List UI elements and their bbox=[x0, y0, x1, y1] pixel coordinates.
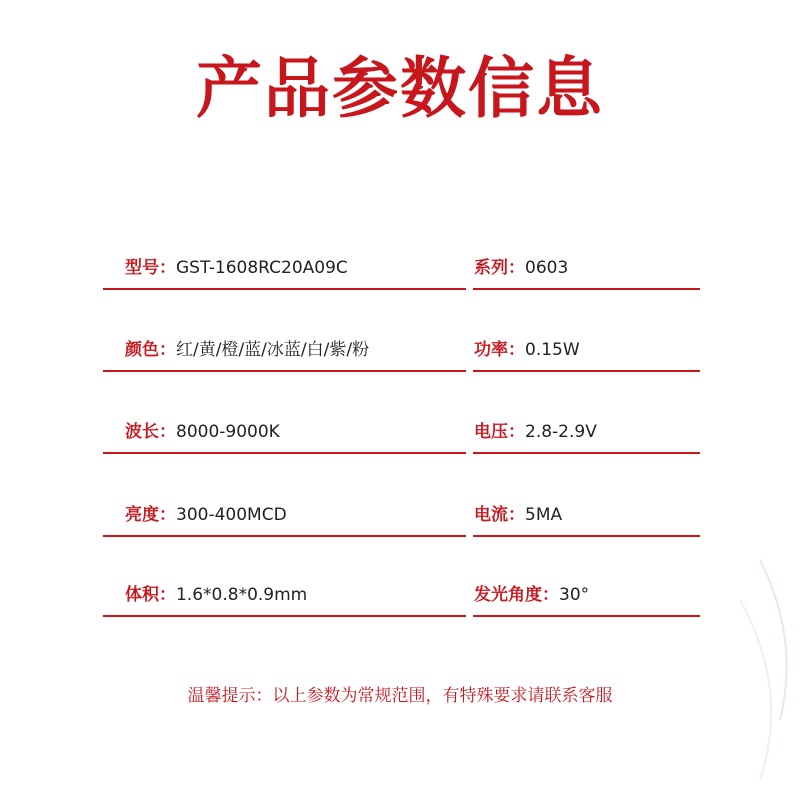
param-value: 1.6*0.8*0.9mm bbox=[176, 585, 308, 605]
row-divider-right bbox=[473, 370, 700, 372]
param-current bbox=[474, 497, 562, 533]
param-wavelength bbox=[125, 414, 280, 450]
row-divider-right bbox=[473, 535, 700, 537]
param-value: 0.15W bbox=[525, 340, 580, 360]
row-divider-right bbox=[473, 288, 700, 290]
param-row bbox=[103, 577, 700, 617]
param-label: 电流： bbox=[474, 505, 525, 525]
param-value: 30° bbox=[559, 585, 590, 605]
row-divider-left bbox=[103, 452, 466, 454]
page-title: 产品参数信息 bbox=[196, 50, 604, 127]
param-color bbox=[125, 332, 369, 368]
param-label: 波长： bbox=[125, 422, 176, 442]
param-value: 2.8-2.9V bbox=[525, 422, 597, 442]
param-label: 发光角度： bbox=[474, 585, 559, 605]
param-label: 颜色： bbox=[125, 340, 176, 360]
param-beam-angle bbox=[474, 577, 589, 613]
param-row bbox=[103, 414, 700, 454]
param-brightness bbox=[125, 497, 287, 533]
param-value: 0603 bbox=[525, 258, 569, 278]
param-series bbox=[474, 250, 568, 286]
row-divider-right bbox=[473, 615, 700, 617]
param-label: 亮度： bbox=[125, 505, 176, 525]
param-value: 300-400MCD bbox=[176, 505, 287, 525]
reminder-note: 温馨提示：以上参数为常规范围，有特殊要求请联系客服 bbox=[187, 686, 613, 706]
param-power bbox=[474, 332, 580, 368]
row-divider-left bbox=[103, 615, 466, 617]
param-row bbox=[103, 497, 700, 537]
param-row bbox=[103, 332, 700, 372]
param-value: 红/黄/橙/蓝/冰蓝/白/紫/粉 bbox=[176, 340, 370, 360]
row-divider-left bbox=[103, 288, 466, 290]
param-voltage bbox=[474, 414, 597, 450]
row-divider-left bbox=[103, 535, 466, 537]
param-value: 8000-9000K bbox=[176, 422, 280, 442]
param-label: 体积： bbox=[125, 585, 176, 605]
param-label: 功率： bbox=[474, 340, 525, 360]
param-size bbox=[125, 577, 307, 613]
row-divider-right bbox=[473, 452, 700, 454]
param-label: 电压： bbox=[474, 422, 525, 442]
param-label: 系列： bbox=[474, 258, 525, 278]
param-model bbox=[125, 250, 348, 286]
param-value: GST-1608RC20A09C bbox=[176, 258, 348, 278]
param-value: 5MA bbox=[525, 505, 563, 525]
param-label: 型号： bbox=[125, 258, 176, 278]
row-divider-left bbox=[103, 370, 466, 372]
param-row bbox=[103, 250, 700, 290]
